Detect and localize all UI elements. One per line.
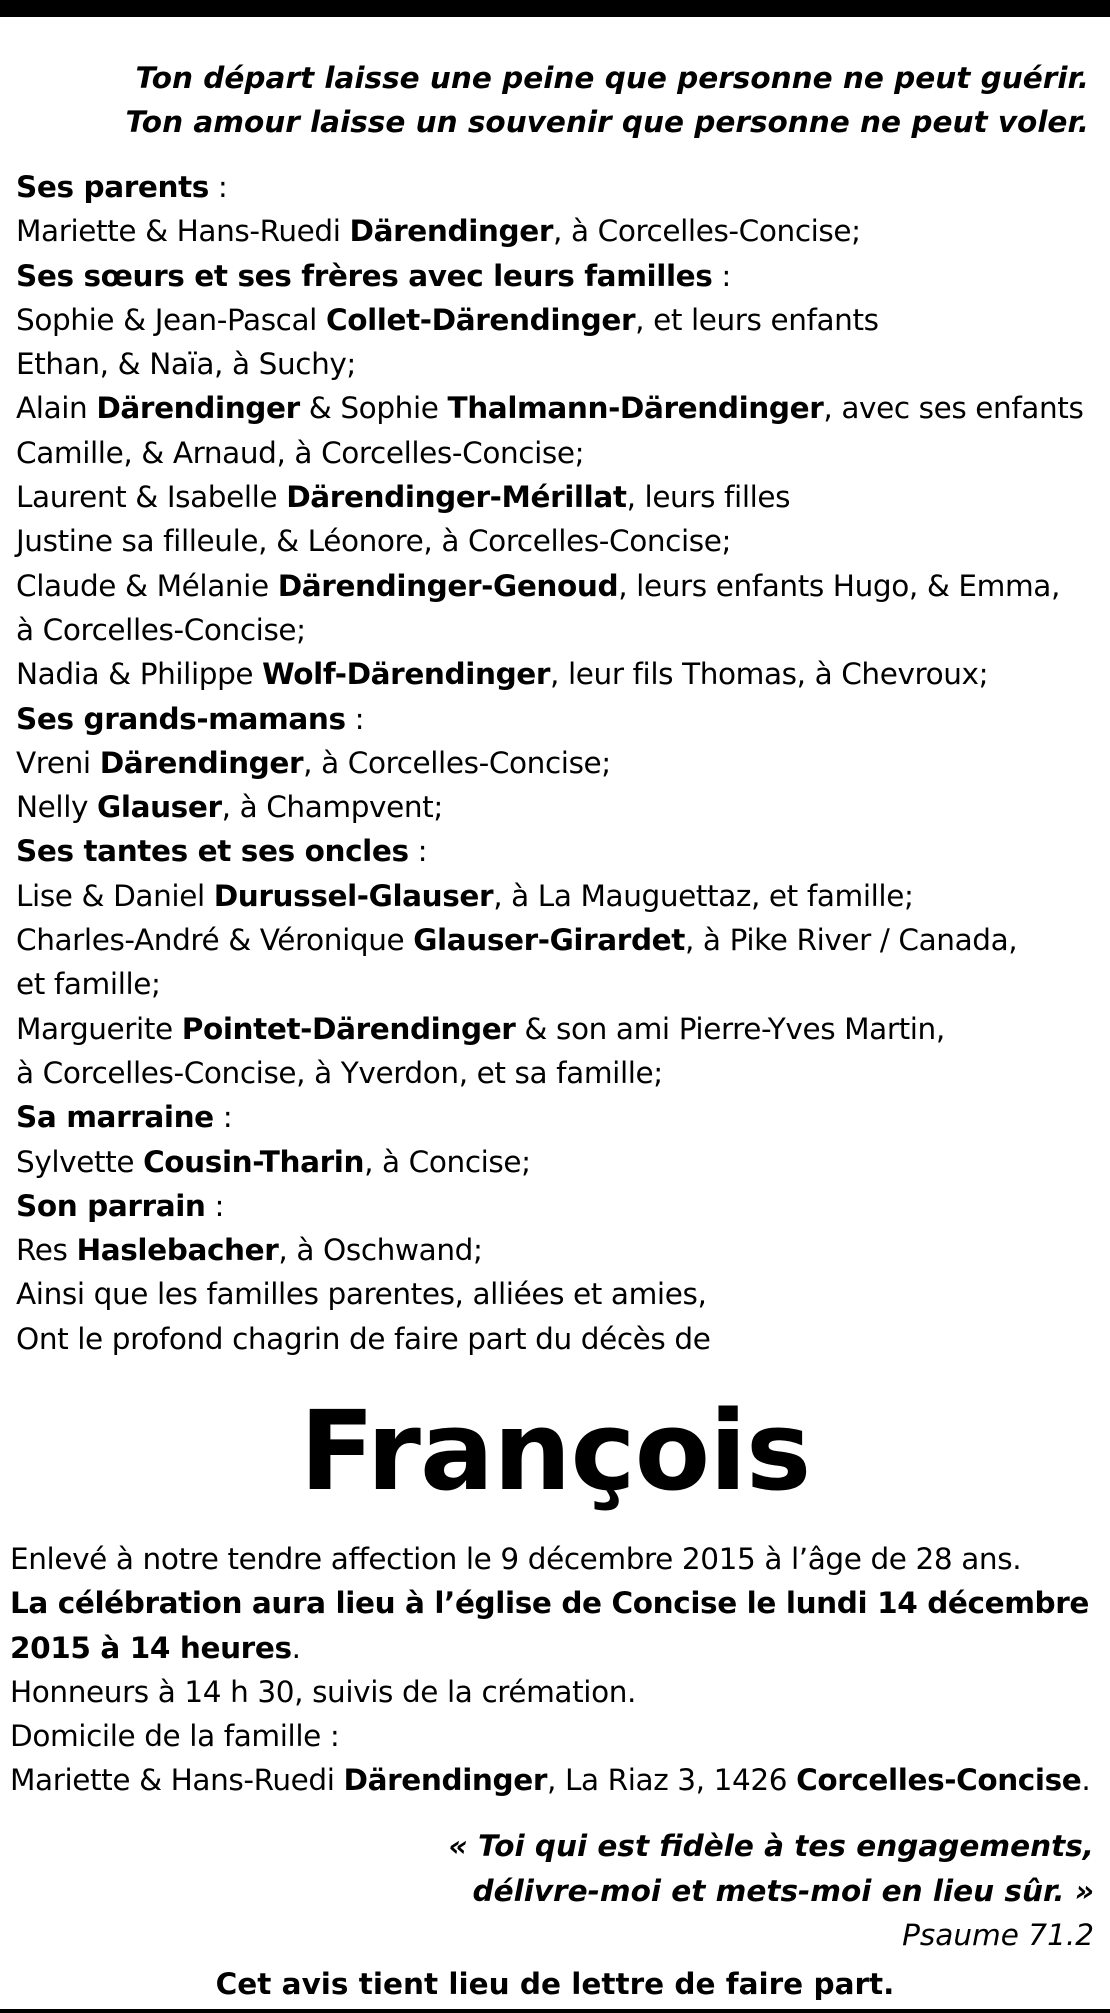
family-line [16, 1051, 1106, 1095]
text-segment: Res [16, 1233, 77, 1268]
text-segment: Ont le profond chagrin de faire part du décès de [16, 1321, 711, 1356]
text-segment: Marguerite [16, 1011, 182, 1046]
text-segment: Justine sa filleule, & Léonore, à Corcelles-Concise; [16, 524, 732, 559]
text-segment: Sophie & Jean-Pascal [16, 302, 326, 337]
family-line [16, 254, 1106, 298]
bold-name: Ses tantes et ses oncles [16, 834, 409, 869]
text-segment: à Corcelles-Concise; [16, 612, 306, 647]
verse-source: Psaume 71.2 [902, 1918, 1094, 1952]
footer-note: Cet avis tient lieu de lettre de faire part. [215, 1967, 895, 2001]
text-segment: Mariette & Hans-Ruedi [16, 214, 350, 249]
text-segment: , à Champvent; [221, 790, 443, 825]
text-segment: et famille; [16, 967, 161, 1002]
family-line [16, 1184, 1106, 1228]
verse-line: délivre-moi et mets-moi en lieu sûr. » [472, 1873, 1094, 1908]
text-segment: , à Corcelles-Concise; [553, 214, 861, 249]
bold-name: Därendinger [349, 214, 554, 249]
verse-line: « Toi qui est fidèle à tes engagements, [448, 1829, 1094, 1863]
domicile-label: Domicile de la famille : [10, 1719, 340, 1754]
text-segment: Ainsi que les familles parentes, alliées et amies, [16, 1277, 707, 1312]
opening-quote-line: Ton départ laisse une peine que personne ne peut guérir. [135, 61, 1089, 95]
text-segment: Claude & Mélanie [16, 568, 278, 603]
text-segment: , et leurs enfants [635, 302, 879, 337]
bold-name: Pointet-Därendinger [181, 1011, 516, 1046]
text-segment: : [213, 1100, 233, 1135]
family-line [16, 918, 1106, 962]
ceremony-line [10, 1581, 1105, 1670]
domicile-address: , La Riaz 3, 1426 [547, 1763, 797, 1798]
text-segment: , à Pike River / Canada, [684, 923, 1018, 958]
bold-name: Haslebacher [76, 1233, 279, 1268]
family-line [16, 785, 1106, 829]
text-segment: : [205, 1188, 225, 1223]
family-line [16, 209, 1106, 253]
text-segment: Sylvette [16, 1144, 144, 1179]
family-line [16, 165, 1106, 209]
family-line [16, 608, 1106, 652]
text-segment: , leurs filles [626, 480, 791, 515]
text-segment: Ethan, & Naïa, à Suchy; [16, 347, 356, 382]
domicile-line [10, 1758, 1105, 1802]
family-line [16, 829, 1106, 873]
bold-name: Son parrain [16, 1188, 206, 1223]
domicile-pre: Mariette & Hans-Ruedi [10, 1763, 344, 1798]
text-segment: : [208, 170, 228, 204]
bold-name: Därendinger-Genoud [277, 568, 619, 603]
bold-name: Durussel-Glauser [213, 878, 494, 913]
text-segment: à Corcelles-Concise, à Yverdon, et sa famille; [16, 1055, 663, 1090]
domicile-town: Corcelles-Concise [796, 1763, 1082, 1798]
family-line [16, 386, 1106, 430]
bold-name: Därendinger [96, 391, 300, 426]
text-segment: , à La Mauguettaz, et famille; [493, 878, 914, 913]
family-line [16, 652, 1106, 696]
text-segment: , à Oschwand; [278, 1233, 483, 1268]
family-line [16, 874, 1106, 918]
bold-name: Sa marraine [16, 1100, 214, 1135]
family-line [16, 1007, 1106, 1051]
ceremony-text: La célébration aura lieu à l’église de Concise le lundi 14 décembre 2015 à 14 heures [10, 1586, 1090, 1665]
ceremony-end: . [291, 1630, 301, 1665]
honours-line: Honneurs à 14 h 30, suivis de la crémation. [10, 1674, 636, 1709]
text-segment: Nelly [16, 790, 98, 825]
text-segment: Nadia & Philippe [16, 657, 263, 692]
bold-name: Thalmann-Därendinger [447, 391, 824, 426]
bold-name: Därendinger-Mérillat [286, 480, 627, 515]
text-segment: Camille, & Arnaud, à Corcelles-Concise; [16, 435, 585, 470]
family-line [16, 1140, 1106, 1184]
bold-name: Wolf-Därendinger [262, 657, 551, 692]
ceremony-details [10, 1537, 1105, 1803]
opening-quote-line: Ton amour laisse un souvenir que personne ne peut voler. [125, 105, 1089, 139]
domicile-surname: Därendinger [343, 1763, 548, 1798]
family-line [16, 298, 1106, 342]
passing-line: Enlevé à notre tendre affection le 9 décembre 2015 à l’âge de 28 ans. [10, 1542, 1022, 1576]
family-line [16, 1272, 1106, 1316]
family-line [16, 741, 1106, 785]
text-segment: : [345, 701, 365, 736]
opening-quote [0, 56, 1089, 144]
bold-name: Därendinger [99, 745, 304, 780]
text-segment: Charles-André & Véronique [16, 923, 414, 958]
family-line [16, 475, 1106, 519]
bold-name: Glauser-Girardet [413, 923, 685, 958]
text-segment: & Sophie [299, 391, 448, 426]
bold-name: Ses sœurs et ses frères avec leurs familles [16, 258, 713, 293]
family-line [16, 1095, 1106, 1139]
text-segment: Laurent & Isabelle [16, 480, 287, 515]
text-segment: , leurs enfants Hugo, & Emma, [618, 568, 1060, 603]
bold-name: Collet-Därendinger [325, 302, 636, 337]
text-segment: , à Corcelles-Concise; [303, 745, 611, 780]
text-segment: & son ami Pierre-Yves Martin, [515, 1011, 945, 1046]
family-line [16, 697, 1106, 741]
text-segment: Lise & Daniel [16, 878, 214, 913]
family-line [16, 342, 1106, 386]
family-line [16, 962, 1106, 1006]
text-segment: : [408, 834, 428, 869]
domicile-end: . [1081, 1763, 1091, 1798]
family-line [16, 431, 1106, 475]
deceased-name: François [299, 1387, 811, 1515]
text-segment: , avec ses enfants [823, 391, 1084, 426]
text-segment: , à Concise; [364, 1144, 531, 1179]
bold-name: Cousin-Tharin [143, 1144, 365, 1179]
family-list [16, 165, 1106, 1361]
bold-name: Ses grands-mamans [16, 701, 346, 736]
family-line [16, 1228, 1106, 1272]
bold-name: Glauser [97, 790, 222, 825]
closing-verse [449, 1824, 1094, 1958]
text-segment: Vreni [16, 745, 100, 780]
family-line [16, 519, 1106, 563]
family-line [16, 564, 1106, 608]
text-segment: , leur fils Thomas, à Chevroux; [550, 657, 989, 692]
family-line [16, 1317, 1106, 1361]
bold-name: Ses parents [16, 170, 209, 204]
text-segment: : [712, 258, 731, 293]
text-segment: Alain [16, 391, 97, 426]
